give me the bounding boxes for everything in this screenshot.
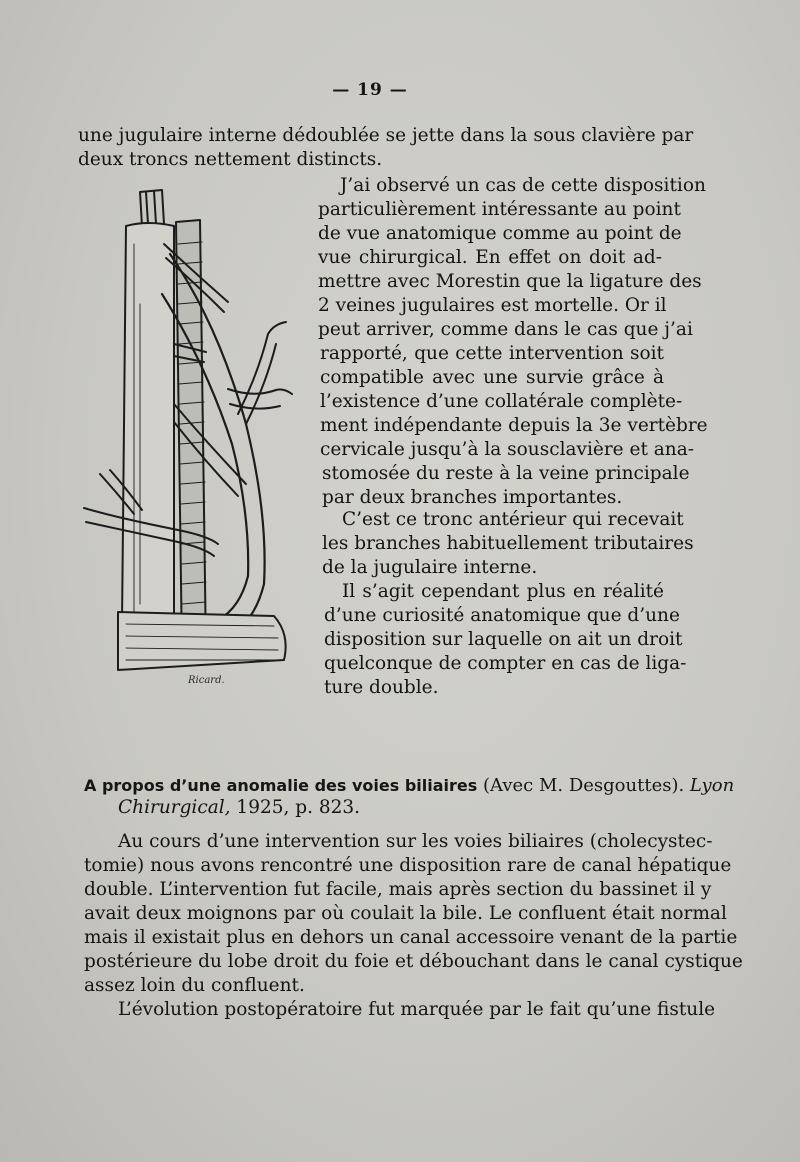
section-coauthor: (Avec M. Desgouttes). — [477, 775, 690, 796]
text-line: avait deux moignons par où coulait la bile. Le confluent était normal — [84, 903, 727, 924]
text-line: ment indépendante depuis la 3e vertèbre — [320, 415, 708, 436]
vein-drawing — [78, 184, 302, 694]
text-line: quelconque de compter en cas de liga- — [324, 653, 687, 674]
text-line: deux troncs nettement distincts. — [78, 149, 383, 170]
text-line: C’est ce tronc antérieur qui recevait — [342, 509, 684, 530]
text-line: vue chirurgical. En effet on doit ad- — [318, 247, 662, 268]
text-line: de la jugulaire interne. — [322, 557, 538, 578]
text-line: Il s’agit cependant plus en réalité — [342, 581, 664, 602]
anatomical-illustration — [78, 184, 302, 694]
journal-name: Lyon — [689, 775, 735, 796]
text-line: l’existence d’une collatérale complète- — [320, 391, 683, 412]
text-line: peut arriver, comme dans le cas que j’ai — [318, 319, 693, 340]
text-line: mettre avec Morestin que la ligature des — [318, 271, 702, 292]
section-heading — [84, 774, 734, 798]
text-line: assez loin du confluent. — [84, 975, 305, 996]
text-line: stomosée du reste à la veine principale — [322, 463, 690, 484]
text-line: J’ai observé un cas de cette disposition — [340, 175, 706, 196]
text-line: cervicale jusqu’à la sousclavière et ana- — [320, 439, 695, 460]
illustrator-signature: Ricard. — [188, 675, 225, 686]
text-line: L’évolution postopératoire fut marquée par le fait qu’une fistule — [118, 999, 716, 1020]
text-line: postérieure du lobe droit du foie et débouchant dans le canal cystique — [84, 951, 743, 972]
text-line: tomie) nous avons rencontré une disposition rare de canal hépatique — [84, 855, 732, 876]
text-line: de vue anatomique comme au point de — [318, 223, 682, 244]
text-line: 2 veines jugulaires est mortelle. Or il — [318, 295, 667, 316]
text-line: rapporté, que cette intervention soit — [320, 343, 664, 364]
section-title: A propos d’une anomalie des voies biliaires — [84, 776, 478, 795]
text-line: disposition sur laquelle on ait un droit — [324, 629, 683, 650]
journal-name-continued: Chirurgical, — [118, 797, 231, 818]
text-line: mais il existait plus en dehors un canal accessoire venant de la partie — [84, 927, 738, 948]
text-line: Au cours d’une intervention sur les voies biliaires (cholecystec- — [118, 831, 713, 852]
text-line: une jugulaire interne dédoublée se jette dans la sous clavière par — [78, 125, 694, 146]
text-line: double. L’intervention fut facile, mais après section du bassinet il y — [84, 879, 712, 900]
text-line: par deux branches importantes. — [322, 487, 623, 508]
text-line: d’une curiosité anatomique que d’une — [324, 605, 680, 626]
text-line: compatible avec une survie grâce à — [320, 367, 664, 388]
text-line: les branches habituellement tributaires — [322, 533, 694, 554]
citation-year-page: 1925, p. 823. — [230, 797, 361, 818]
citation-line — [118, 796, 360, 820]
page-number: — 19 — — [332, 80, 408, 100]
text-line: ture double. — [324, 677, 439, 698]
text-line: particulièrement intéressante au point — [318, 199, 681, 220]
